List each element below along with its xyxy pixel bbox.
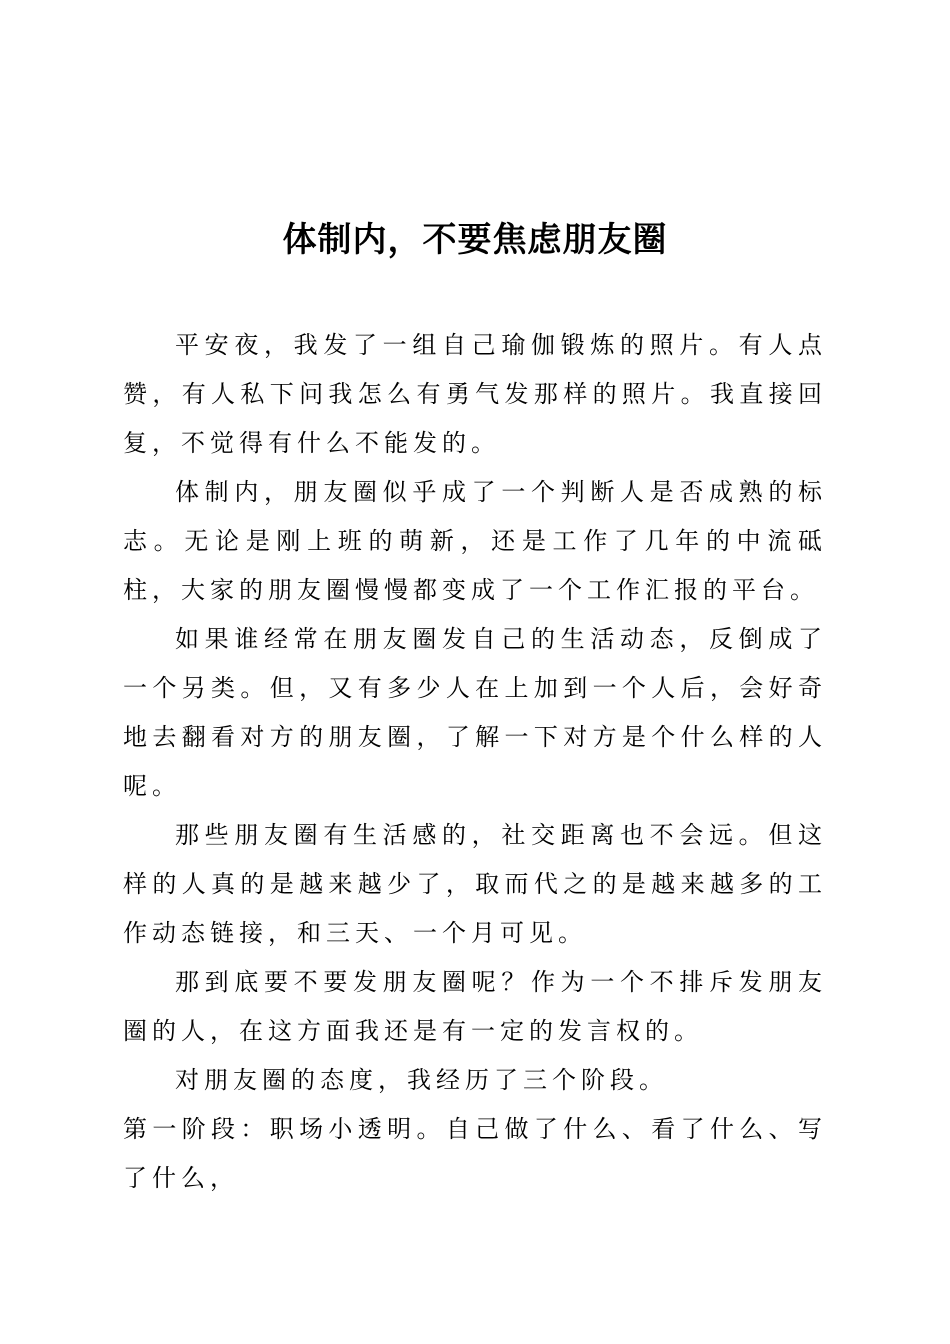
paragraph-1: 平安夜，我发了一组自己瑜伽锻炼的照片。有人点赞，有人私下问我怎么有勇气发那样的照片。我直接回复，不觉得有什么不能发的。: [123, 331, 827, 457]
paragraph-4: 那些朋友圈有生活感的，社交距离也不会远。但这样的人真的是越来越少了，取而代之的是越来越多的工作动态链接，和三天、一个月可见。: [123, 821, 827, 947]
document-body: [123, 321, 827, 1203]
paragraph-3: 如果谁经常在朋友圈发自己的生活动态，反倒成了一个另类。但，又有多少人在上加到一个人后，会好奇地去翻看对方的朋友圈，了解一下对方是个什么样的人呢。: [123, 625, 827, 800]
paragraph-5: 那到底要不要发朋友圈呢？作为一个不排斥发朋友圈的人，在这方面我还是有一定的发言权的。: [123, 968, 827, 1045]
paragraph-6: 对朋友圈的态度，我经历了三个阶段。: [175, 1066, 668, 1094]
paragraph-2: 体制内，朋友圈似乎成了一个判断人是否成熟的标志。无论是刚上班的萌新，还是工作了几年的中流砥柱，大家的朋友圈慢慢都变成了一个工作汇报的平台。: [123, 478, 827, 604]
paragraph-7: 第一阶段：职场小透明。自己做了什么、看了什么、写了什么，: [123, 1115, 827, 1192]
document-title: 体制内，不要焦虑朋友圈: [282, 220, 668, 260]
